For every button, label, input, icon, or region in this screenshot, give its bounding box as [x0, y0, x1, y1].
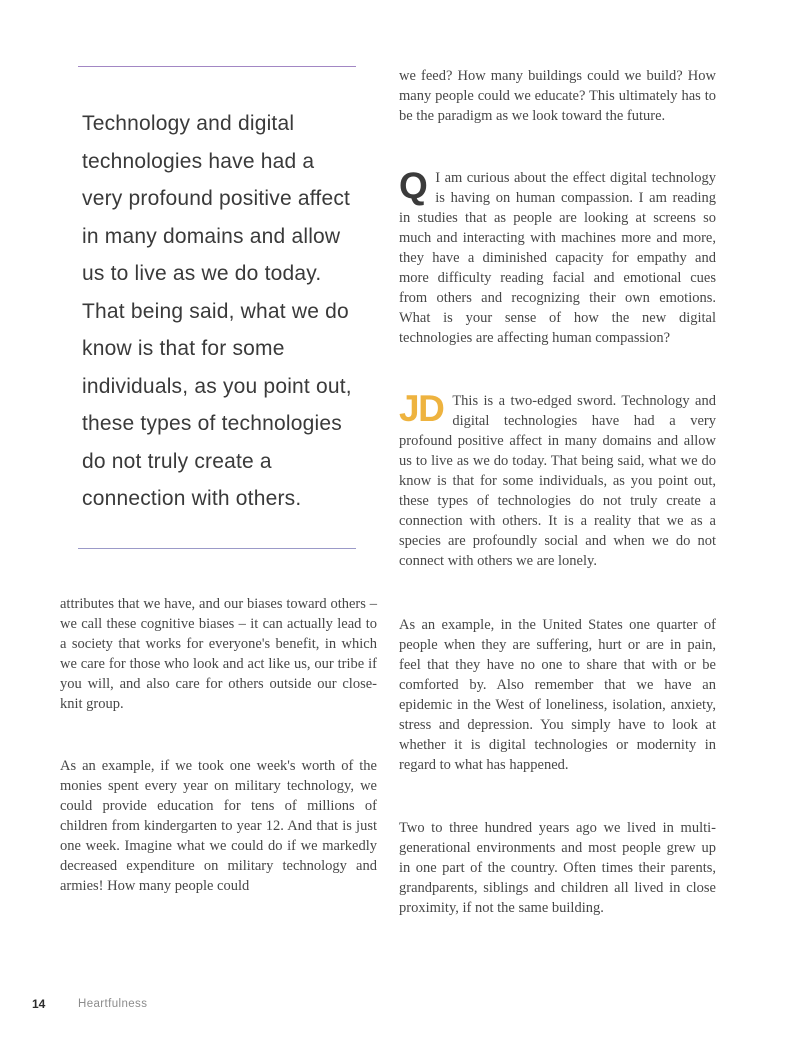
- question-text: I am curious about the effect digital technology is having on human compassion. I am reading in studies that as people are looking at screens so much and interacting with machines more and more, they have a diminished capacity for empathy and more difficulty reading facial and emotional cues from others and recognizing their own emotions. What is your sense of how the new digital technologies are affecting human compassion?: [399, 170, 716, 346]
- answer-paragraph: [399, 388, 716, 571]
- body-paragraph-right-3: Two to three hundred years ago we lived in multi-generational environments and most people grew up in one part of the country. Often times their parents, grandparents, siblings and children all lived in close proximity, if not the same building.: [399, 820, 716, 916]
- pull-quote-block: [78, 66, 356, 549]
- pull-quote-text: Technology and digital technologies have had a very profound positive affect in many domains and allow us to live as we do today. That being said, what we do know is that for some individuals, as you point out, these types of technologies do not truly create a connection with others.: [82, 112, 352, 510]
- right-column: [399, 66, 716, 918]
- answer-marker-dropcap: JD: [399, 388, 444, 429]
- body-paragraph-right-intro: we feed? How many buildings could we build? How many people could we educate? This ultimately has to be the paradigm as we look toward the future.: [399, 68, 716, 124]
- page-footer: [0, 997, 792, 1017]
- answer-text: This is a two-edged sword. Technology and digital technologies have had a very profound positive affect in many domains and allow us to live as we do today. That being said, what we do know is that for some individuals, as you point out, these types of technologies do not truly create a connection with others. It is a reality that we as a species are profoundly social and when we do not connect with others we are lonely.: [399, 393, 716, 569]
- question-paragraph: [399, 165, 716, 348]
- pull-quote-bottom-rule: [78, 548, 356, 549]
- left-column: [60, 66, 377, 896]
- body-paragraph-right-2: As an example, in the United States one quarter of people when they are suffering, hurt or are in pain, feel that they have no one to share that with or be comforted by. Also remember that we have an epidemic in the West of loneliness, isolation, anxiety, stress and depression. You simply have to look at whether it is digital technologies or modernity in regard to what has happened.: [399, 617, 716, 773]
- body-paragraph-left-2: As an example, if we took one week's worth of the monies spent every year on military technology, we could provide education for tens of millions of children from kindergarten to year 12. And that is just one week. Imagine what we could do if we markedly decreased expenditure on military technology and armies! How many people could: [60, 757, 377, 894]
- magazine-title: Heartfulness: [78, 998, 148, 1010]
- question-marker-dropcap: Q: [399, 165, 427, 206]
- body-paragraph-left-1: attributes that we have, and our biases toward others – we call these cognitive biases – it can actually lead to a society that works for everyone's benefit, in which we care for those who look and act like us, our tribe if you will, and also care for others outside our close-knit group.: [60, 595, 377, 712]
- page-number: 14: [32, 997, 46, 1011]
- pull-quote-top-rule: [78, 66, 356, 67]
